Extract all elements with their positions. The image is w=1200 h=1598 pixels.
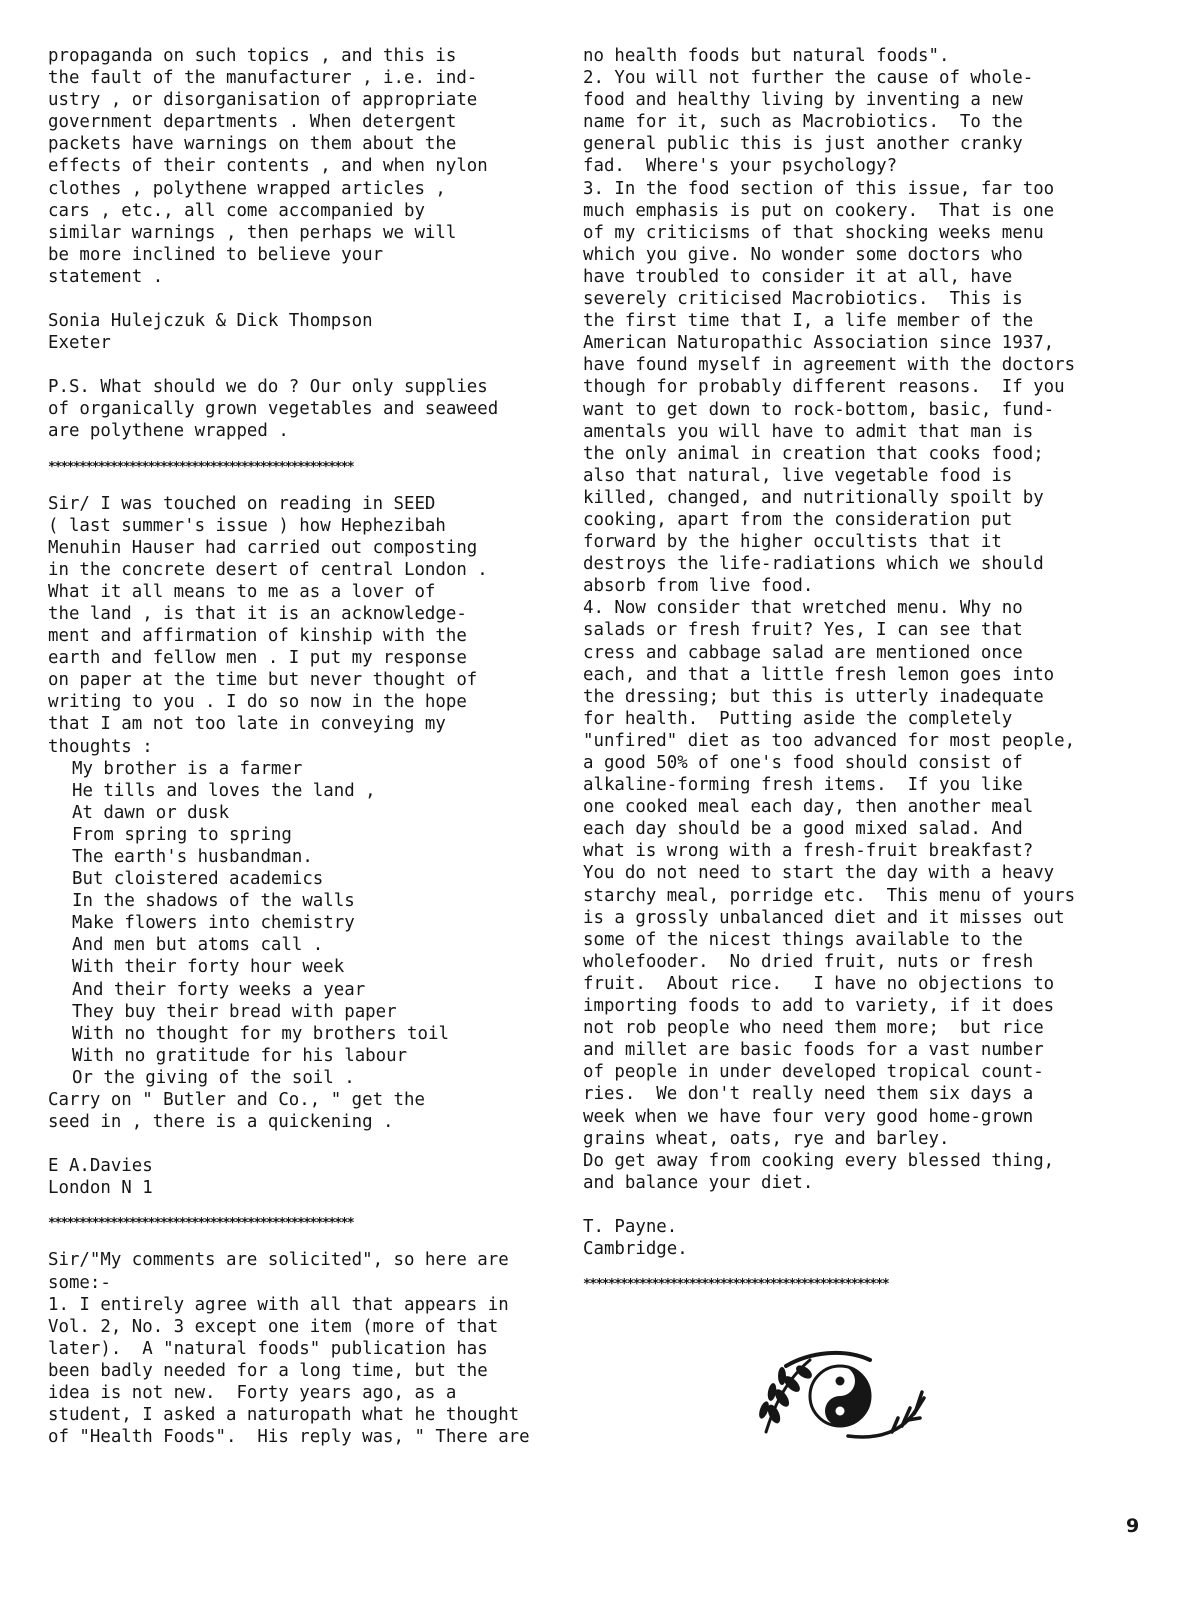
text-line: seed in , there is a quickening . — [48, 1112, 394, 1133]
text-line: thoughts : — [48, 736, 153, 757]
text-line: later). A "natural foods" publication has — [48, 1338, 488, 1359]
text-line: one cooked meal each day, then another meal — [583, 797, 1034, 818]
text-line: is a grossly unbalanced diet and it misses out — [583, 907, 1065, 928]
text-line: 4. Now consider that wretched menu. Why no — [583, 598, 1023, 619]
text-line: that I am not too late in conveying my — [48, 714, 446, 735]
poem-line: With no gratitude for his labour — [72, 1045, 408, 1066]
right-column — [583, 45, 1143, 1296]
page-number: 9 — [1126, 1515, 1140, 1537]
text-line: though for probably different reasons. If you — [583, 377, 1065, 398]
text-line: cooking, apart from the consideration put — [583, 509, 1013, 530]
text-line: earth and fellow men . I put my response — [48, 648, 467, 669]
text-line: salads or fresh fruit? Yes, I can see that — [583, 620, 1023, 641]
text-line: the dressing; but this is utterly inadequate — [583, 686, 1044, 707]
text-line: What it all means to me as a lover of — [48, 581, 436, 602]
poem-line: At dawn or dusk — [72, 802, 230, 823]
signature-place: Exeter — [48, 333, 111, 354]
text-line: packets have warnings on them about the — [48, 134, 457, 155]
asterisk-separator: ************************************************* — [48, 459, 354, 475]
text-line: week when we have four very good home-grown — [583, 1106, 1034, 1127]
text-line: in the concrete desert of central London . — [48, 559, 488, 580]
text-line: been badly needed for a long time, but the — [48, 1360, 488, 1381]
poem-line: And their forty weeks a year — [72, 979, 366, 1000]
poem-line: He tills and loves the land , — [72, 780, 376, 801]
text-line: statement . — [48, 266, 164, 287]
text-line: severely criticised Macrobiotics. This is — [583, 289, 1023, 310]
text-line: some of the nicest things available to the — [583, 929, 1023, 950]
text-line: Sir/ I was touched on reading in SEED — [48, 493, 436, 514]
text-line: Do get away from cooking every blessed thing, — [583, 1150, 1055, 1171]
poem-line: And men but atoms call . — [72, 935, 324, 956]
text-line: each day should be a good mixed salad. And — [583, 819, 1023, 840]
text-line: each, and that a little fresh lemon goes into — [583, 664, 1055, 685]
left-column — [48, 45, 564, 1448]
text-line: writing to you . I do so now in the hope — [48, 692, 467, 713]
text-line: no health foods but natural foods". — [583, 46, 950, 66]
text-line: a good 50% of one's food should consist of — [583, 753, 1023, 773]
text-line: are polythene wrapped . — [48, 421, 289, 442]
text-line: starchy meal, porridge etc. This menu of yours — [583, 885, 1076, 906]
text-line: wholefooder. No dried fruit, nuts or fresh — [583, 951, 1034, 972]
text-line: Vol. 2, No. 3 except one item (more of that — [48, 1316, 499, 1337]
text-line: idea is not new. Forty years ago, as a — [48, 1382, 457, 1403]
letter-2-closing — [48, 1089, 564, 1133]
text-line: student, I asked a naturopath what he thought — [48, 1405, 520, 1426]
text-line: amentals you will have to admit that man is — [583, 421, 1034, 442]
poem-line: With no thought for my brothers toil — [72, 1023, 449, 1044]
text-line: cress and cabbage salad are mentioned once — [583, 642, 1023, 663]
text-line: some:- — [48, 1272, 111, 1293]
text-line: Sir/"My comments are solicited", so here are — [48, 1250, 509, 1271]
poem-line: Or the giving of the soil . — [72, 1067, 355, 1088]
text-line: 1. I entirely agree with all that appears in — [48, 1294, 509, 1315]
text-line: be more inclined to believe your — [48, 244, 384, 265]
text-line: 2. You will not further the cause of whole- — [583, 68, 1034, 89]
text-line: of my criticisms of that shocking weeks menu — [583, 222, 1044, 243]
text-line: also that natural, live vegetable food is — [583, 465, 1013, 486]
text-line: ment and affirmation of kinship with the — [48, 626, 467, 647]
text-line: the only animal in creation that cooks food; — [583, 443, 1044, 464]
letter-3-continued — [583, 45, 1143, 1194]
text-line: alkaline-forming fresh items. If you like — [583, 775, 1023, 796]
poem-line: They buy their bread with paper — [72, 1001, 397, 1022]
text-line: Menuhin Hauser had carried out composting — [48, 537, 478, 558]
text-line: ustry , or disorganisation of appropriate — [48, 90, 478, 111]
text-line: have found myself in agreement with the doctors — [583, 355, 1076, 376]
letter-1-postscript — [48, 376, 564, 442]
text-line: much emphasis is put on cookery. That is one — [583, 200, 1055, 221]
text-line: effects of their contents , and when nylon — [48, 156, 488, 177]
text-line: not rob people who need them more; but rice — [583, 1018, 1044, 1039]
text-line: want to get down to rock-bottom, basic, fund- — [583, 399, 1055, 420]
letter-1-signature — [48, 310, 564, 354]
text-line: fad. Where's your psychology? — [583, 156, 898, 177]
letter-1-end — [48, 45, 564, 288]
text-line: ( last summer's issue ) how Hephezibah — [48, 515, 446, 536]
text-line: of "Health Foods". His reply was, " There are — [48, 1427, 530, 1448]
letter-3-signature — [583, 1216, 1143, 1260]
text-line: P.S. What should we do ? Our only supplies — [48, 377, 488, 398]
signature-place: London N 1 — [48, 1178, 153, 1199]
poem-line: But cloistered academics — [72, 869, 324, 890]
text-line: absorb from live food. — [583, 576, 814, 597]
signature-place: Cambridge. — [583, 1238, 688, 1259]
text-line: propaganda on such topics , and this is — [48, 46, 457, 66]
text-line: cars , etc., all come accompanied by — [48, 200, 425, 221]
text-line: name for it, such as Macrobiotics. To the — [583, 112, 1023, 133]
text-line: and millet are basic foods for a vast number — [583, 1040, 1044, 1061]
text-line: general public this is just another cranky — [583, 134, 1023, 155]
letter-2-signature — [48, 1155, 564, 1199]
text-line: clothes , polythene wrapped articles , — [48, 178, 446, 199]
text-line: the fault of the manufacturer , i.e. ind- — [48, 68, 478, 89]
text-line: of people in under developed tropical count- — [583, 1062, 1044, 1083]
poem-line: In the shadows of the walls — [72, 891, 355, 912]
asterisk-separator: ************************************************* — [48, 1216, 354, 1232]
text-line: You do not need to start the day with a heavy — [583, 863, 1055, 884]
text-line: importing foods to add to variety, if it does — [583, 996, 1055, 1017]
poem-line: The earth's husbandman. — [72, 847, 313, 867]
poem — [48, 758, 564, 1089]
text-line: American Naturopathic Association since 1937, — [583, 333, 1055, 354]
text-line: grains wheat, oats, rye and barley. — [583, 1128, 950, 1149]
text-line: ries. We don't really need them six days a — [583, 1084, 1034, 1105]
letter-3-start — [48, 1249, 564, 1448]
text-line: government departments . When detergent — [48, 112, 457, 133]
poem-line: With their forty hour week — [72, 957, 345, 978]
text-line: destroys the life-radiations which we should — [583, 554, 1044, 575]
text-line: for health. Putting aside the completely — [583, 708, 1013, 729]
signature-name: Sonia Hulejczuk & Dick Thompson — [48, 311, 373, 332]
text-line: killed, changed, and nutritionally spoilt by — [583, 487, 1044, 508]
text-line: forward by the higher occultists that it — [583, 532, 1002, 553]
text-line: "unfired" diet as too advanced for most people, — [583, 730, 1076, 751]
text-line: similar warnings , then perhaps we will — [48, 222, 457, 243]
asterisk-separator: ************************************************* — [583, 1277, 889, 1293]
yin-yang-emblem-icon — [752, 1336, 930, 1452]
text-line: 3. In the food section of this issue, far too — [583, 178, 1055, 199]
text-line: of organically grown vegetables and seaweed — [48, 399, 499, 420]
text-line: what is wrong with a fresh-fruit breakfast? — [583, 841, 1034, 862]
poem-line: From spring to spring — [72, 824, 292, 845]
text-line: the first time that I, a life member of the — [583, 311, 1034, 332]
signature-name: T. Payne. — [583, 1216, 678, 1237]
text-line: Carry on " Butler and Co., " get the — [48, 1090, 425, 1111]
poem-line: Make flowers into chemistry — [72, 913, 355, 934]
text-line: the land , is that it is an acknowledge- — [48, 603, 467, 624]
text-line: and balance your diet. — [583, 1172, 814, 1193]
letter-2-body — [48, 493, 564, 758]
poem-line: My brother is a farmer — [72, 758, 303, 779]
signature-name: E A.Davies — [48, 1156, 153, 1177]
text-line: which you give. No wonder some doctors who — [583, 244, 1023, 265]
text-line: on paper at the time but never thought of — [48, 670, 478, 691]
text-line: have troubled to consider it at all, have — [583, 266, 1013, 287]
text-line: food and healthy living by inventing a new — [583, 90, 1023, 111]
text-line: fruit. About rice. I have no objections to — [583, 973, 1055, 994]
